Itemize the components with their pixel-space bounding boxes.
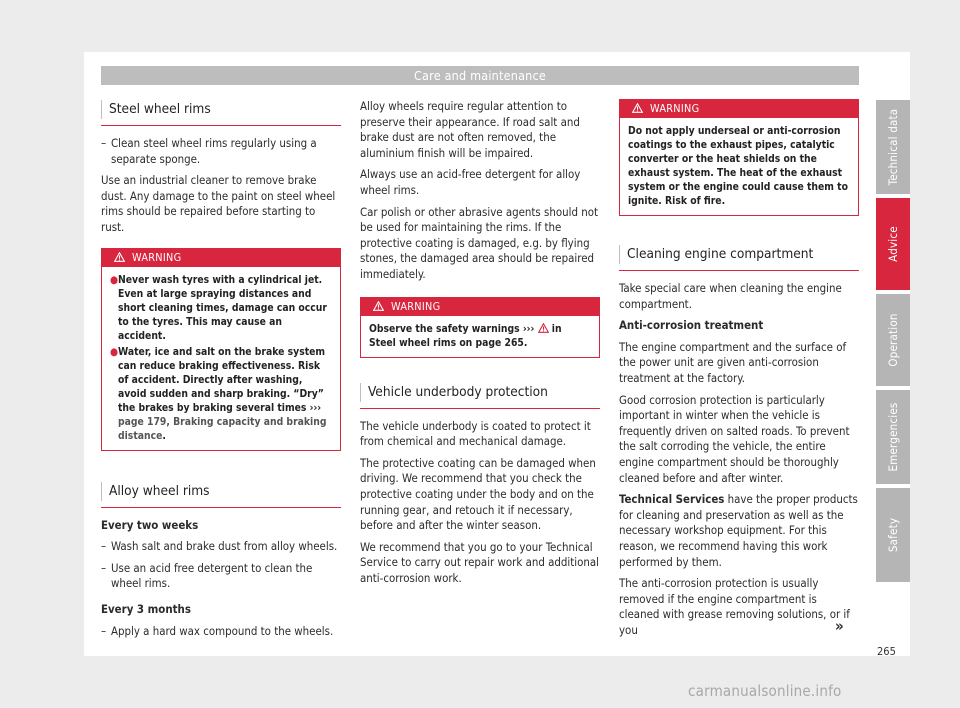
paragraph: We recommend that you go to your Technical Service to carry out repair work and additional anti-corrosion work. bbox=[360, 539, 599, 585]
cross-reference-arrow: ››› bbox=[309, 401, 322, 414]
warning-box bbox=[360, 297, 600, 358]
paragraph: The vehicle underbody is coated to protect it from chemical and mechanical damage. bbox=[360, 418, 591, 449]
paragraph: Alloy wheels require regular attention to preserve their appearance. If road salt and brake dust are not often removed, the aluminium finish will be impaired. bbox=[360, 99, 580, 160]
warning-header: WARNING bbox=[102, 249, 340, 267]
page-reference-link[interactable]: in Steel wheel rims on page 265. bbox=[369, 322, 562, 349]
list-item: – Use an acid free detergent to clean the wheel rims. bbox=[101, 560, 313, 591]
section-heading-vehicle-underbody-protection: Vehicle underbody protection bbox=[360, 382, 600, 409]
column-2 bbox=[360, 99, 600, 592]
warning-header: WARNING bbox=[620, 100, 858, 118]
tab-advice[interactable]: Advice bbox=[876, 198, 910, 290]
tab-technical-data[interactable]: Technical data bbox=[876, 100, 910, 194]
tab-safety[interactable]: Safety bbox=[876, 488, 910, 582]
page-reference-link[interactable]: page 179, Braking capacity and braking distance bbox=[118, 415, 327, 442]
column-3 bbox=[619, 99, 859, 644]
watermark: carmanualsonline.info bbox=[688, 682, 842, 700]
continue-mark: » bbox=[835, 617, 844, 635]
list-item: – Clean steel wheel rims regularly using a separate sponge. bbox=[101, 136, 317, 166]
paragraph: The engine compartment and the surface of the power unit are given anti-corrosion treatment at the factory. bbox=[619, 339, 847, 385]
tab-operation[interactable]: Operation bbox=[876, 294, 910, 386]
paragraph: The protective coating can be damaged when driving. We recommend that you check the protective coating under the body and on the running gear, and retouch it if necessary, before and after the winter season. bbox=[360, 455, 596, 533]
warning-box bbox=[619, 99, 859, 216]
page-number: 265 bbox=[877, 645, 896, 658]
page-header: Care and maintenance bbox=[101, 66, 859, 85]
column-1 bbox=[101, 99, 341, 645]
section-heading-alloy-wheel-rims: Alloy wheel rims bbox=[101, 481, 341, 508]
paragraph: Good corrosion protection is particularly important in winter when the vehicle is frequently driven on salted roads. To prevent the salt corroding the vehicle, the entire engine compartment should be thoroughly cleaned before and after winter. bbox=[619, 392, 850, 485]
tab-emergencies[interactable]: Emergencies bbox=[876, 390, 910, 484]
section-heading-cleaning-engine-compartment: Cleaning engine compartment bbox=[619, 244, 859, 271]
paragraph: Use an industrial cleaner to remove brake dust. Any damage to the paint on steel wheel rims should be repaired before starting to rust. bbox=[101, 173, 336, 234]
subheading: Anti-corrosion treatment bbox=[619, 318, 764, 333]
warning-triangle-icon bbox=[538, 323, 549, 333]
warning-text: Observe the safety warnings ››› in Steel wheel rims on page 265. bbox=[369, 322, 562, 349]
warning-triangle-icon bbox=[114, 252, 125, 262]
warning-text: Do not apply underseal or anti-corrosion coatings to the exhaust pipes, catalytic converter or the heat shields on the exhaust system. The heat of the exhaust system or the engine could cause them to ignite. Risk of fire. bbox=[628, 125, 848, 207]
paragraph: Technical Services have the proper products for cleaning and preservation as well as the necessary workshop equipment. For this reason, we recommend having this work performed by them. bbox=[619, 492, 858, 569]
paragraph: The anti-corrosion protection is usually removed if the engine compartment is cleaned with grease removing solutions, or if you bbox=[619, 576, 850, 637]
warning-box bbox=[101, 248, 341, 451]
warning-header: WARNING bbox=[361, 298, 599, 316]
list-item: – Apply a hard wax compound to the wheels. bbox=[101, 623, 334, 638]
warning-bullet: ● Never wash tyres with a cylindrical jet. Even at large spraying distances and short cleaning times, damage can occur to the tyres. This may cause an accident. bbox=[110, 273, 327, 342]
warning-bullet: ● Water, ice and salt on the brake system can reduce braking effectiveness. Risk of accident. Directly after washing, avoid sudden and sharp braking. “Dry” the brakes by braking several times ››› page 179, Braking capacity and braking distance. bbox=[110, 345, 327, 442]
paragraph: Take special care when cleaning the engine compartment. bbox=[619, 281, 842, 311]
paragraph: Always use an acid-free detergent for alloy wheel rims. bbox=[360, 167, 581, 197]
cross-reference-arrow: ››› bbox=[522, 322, 535, 335]
subheading: Every two weeks bbox=[101, 517, 199, 532]
list-item: – Wash salt and brake dust from alloy wheels. bbox=[101, 539, 338, 554]
warning-triangle-icon bbox=[373, 301, 384, 311]
warning-triangle-icon bbox=[632, 103, 643, 113]
section-heading-steel-wheel-rims: Steel wheel rims bbox=[101, 99, 341, 126]
paragraph: Car polish or other abrasive agents should not be used for maintaining the rims. If the protective coating is damaged, e.g. by flying stones, the damaged area should be repaired immediately. bbox=[360, 204, 599, 281]
subheading: Every 3 months bbox=[101, 601, 191, 616]
